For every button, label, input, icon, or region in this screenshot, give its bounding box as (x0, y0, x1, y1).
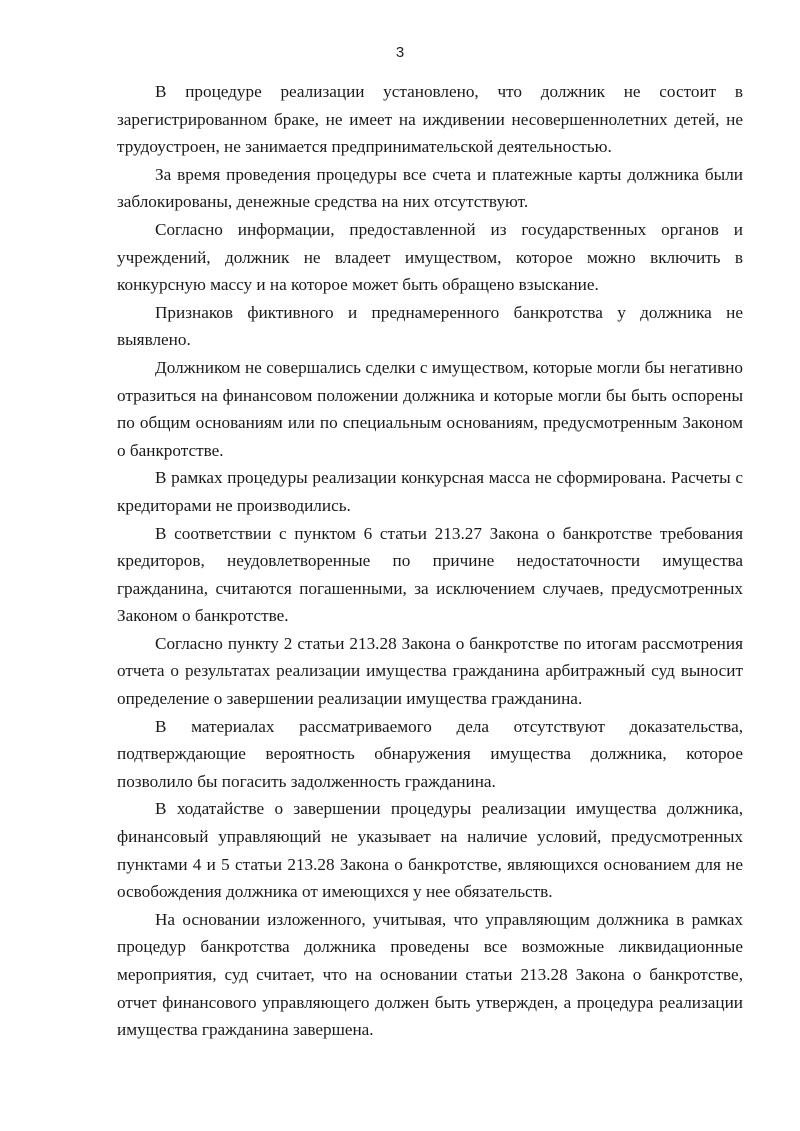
paragraph-no-property: Согласно информации, предоставленной из государственных органов и учреждений, должник не владеет имуществом, которое можно включить в конкурсную массу и на которое может быть обращено взыскание. (117, 219, 743, 295)
paragraph-no-estate-formed: В рамках процедуры реализации конкурсная масса не сформирована. Расчеты с кредиторами не производились. (117, 468, 743, 515)
paragraph-conclusion: На основании изложенного, учитывая, что управляющим должника в рамках процедур банкротства должника проведены все возможные ликвидационные мероприятия, суд считает, что на основании статьи 213.28 Закона о банкротстве, отчет финансового управляющего должен быть утвержден, а процедура реализации имущества гражданина завершена. (117, 909, 743, 1040)
paragraph-no-evidence: В материалах рассматриваемого дела отсутствуют доказательства, подтверждающие вероятность обнаружения имущества должника, которое позволило бы погасить задолженность гражданина. (117, 716, 743, 791)
paragraph-petition: В ходатайстве о завершении процедуры реализации имущества должника, финансовый управляющий не указывает на наличие условий, предусмотренных пунктами 4 и 5 статьи 213.28 Закона о банкротстве, являющихся основанием для не освобождения должника от имеющихся у нее обязательств. (117, 799, 743, 902)
paragraph-article-213-28: Согласно пункту 2 статьи 213.28 Закона о банкротстве по итогам рассмотрения отчета о результатах реализации имущества гражданина арбитражный суд выносит определение о завершении реализации имущества гражданина. (117, 633, 743, 709)
paragraph-no-transactions: Должником не совершались сделки с имуществом, которые могли бы негативно отразиться на финансовом положении должника и которые могли бы быть оспорены по общим основаниям или по специальным основаниям, предусмотренным Законом о банкротстве. (117, 357, 743, 460)
paragraph-marital-status: В процедуре реализации установлено, что должник не состоит в зарегистрированном браке, не имеет на иждивении несовершеннолетних детей, не трудоустроен, не занимается предпринимательской деятельностью. (117, 82, 743, 157)
page-number: 3 (395, 44, 405, 61)
document-body (117, 78, 743, 1044)
paragraph-article-213-27: В соответствии с пунктом 6 статьи 213.27 Закона о банкротстве требования кредиторов, неудовлетворенные по причине недостаточности имущества гражданина, считаются погашенными, за исключением случаев, предусмотренных Законом о банкротстве. (117, 523, 743, 626)
paragraph-accounts-blocked: За время проведения процедуры все счета и платежные карты должника были заблокированы, денежные средства на них отсутствуют. (117, 164, 743, 212)
paragraph-no-fictitious-bankruptcy: Признаков фиктивного и преднамеренного банкротства у должника не выявлено. (117, 302, 743, 350)
